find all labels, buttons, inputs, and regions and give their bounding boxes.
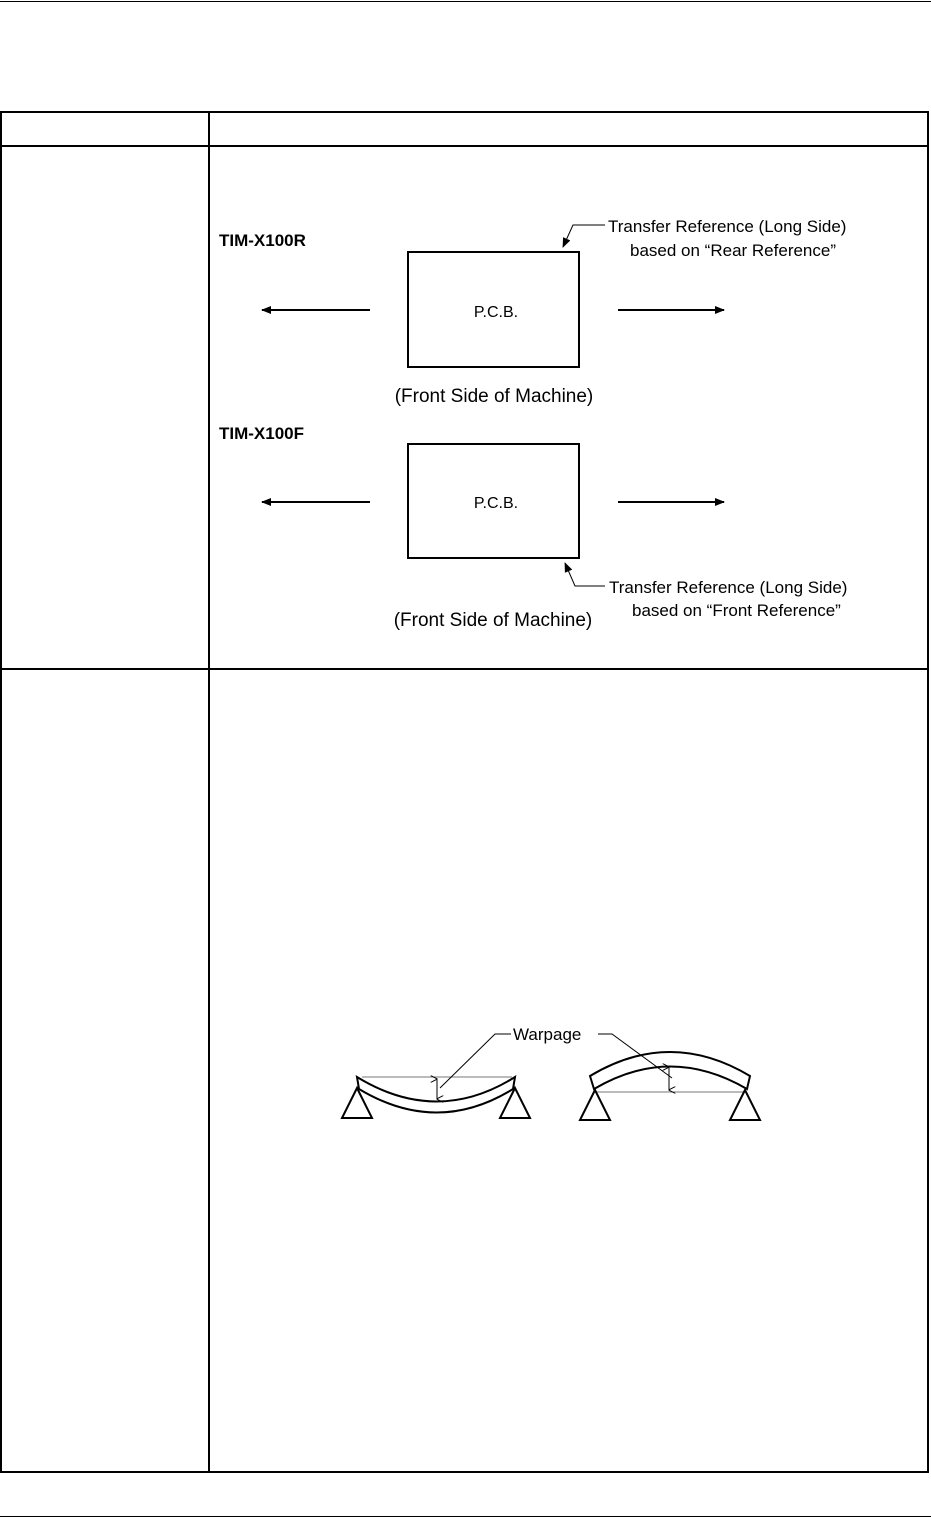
pcb-label-f: P.C.B.: [473, 495, 519, 512]
machine-side-r: (Front Side of Machine): [394, 386, 594, 407]
warped-board-concave: [357, 1077, 515, 1113]
callout-leader-f: [565, 563, 605, 586]
callout-line1-f: Transfer Reference (Long Side): [609, 578, 848, 597]
callout-line2-f: based on “Front Reference”: [632, 601, 841, 620]
support-triangle-left-2: [500, 1088, 530, 1118]
warped-board-convex: [590, 1052, 750, 1089]
warpage-label: Warpage: [513, 1025, 582, 1044]
support-triangle-right-1: [580, 1090, 610, 1120]
support-triangle-left-1: [342, 1088, 372, 1118]
warpage-leader-left: [440, 1034, 511, 1088]
support-triangle-right-2: [730, 1090, 760, 1120]
callout-leader-r: [563, 225, 605, 247]
callout-line2-r: based on “Rear Reference”: [630, 241, 837, 260]
transfer-direction-diagram: [0, 0, 931, 700]
callout-line1-r: Transfer Reference (Long Side): [608, 217, 847, 236]
warpage-diagram: [0, 1000, 931, 1140]
pcb-label-r: P.C.B.: [473, 304, 519, 321]
model-name-f: TIM-X100F: [219, 424, 305, 443]
machine-side-f: (Front Side of Machine): [393, 610, 593, 631]
model-name-r: TIM-X100R: [219, 231, 306, 250]
bottom-rule: [0, 1516, 931, 1517]
